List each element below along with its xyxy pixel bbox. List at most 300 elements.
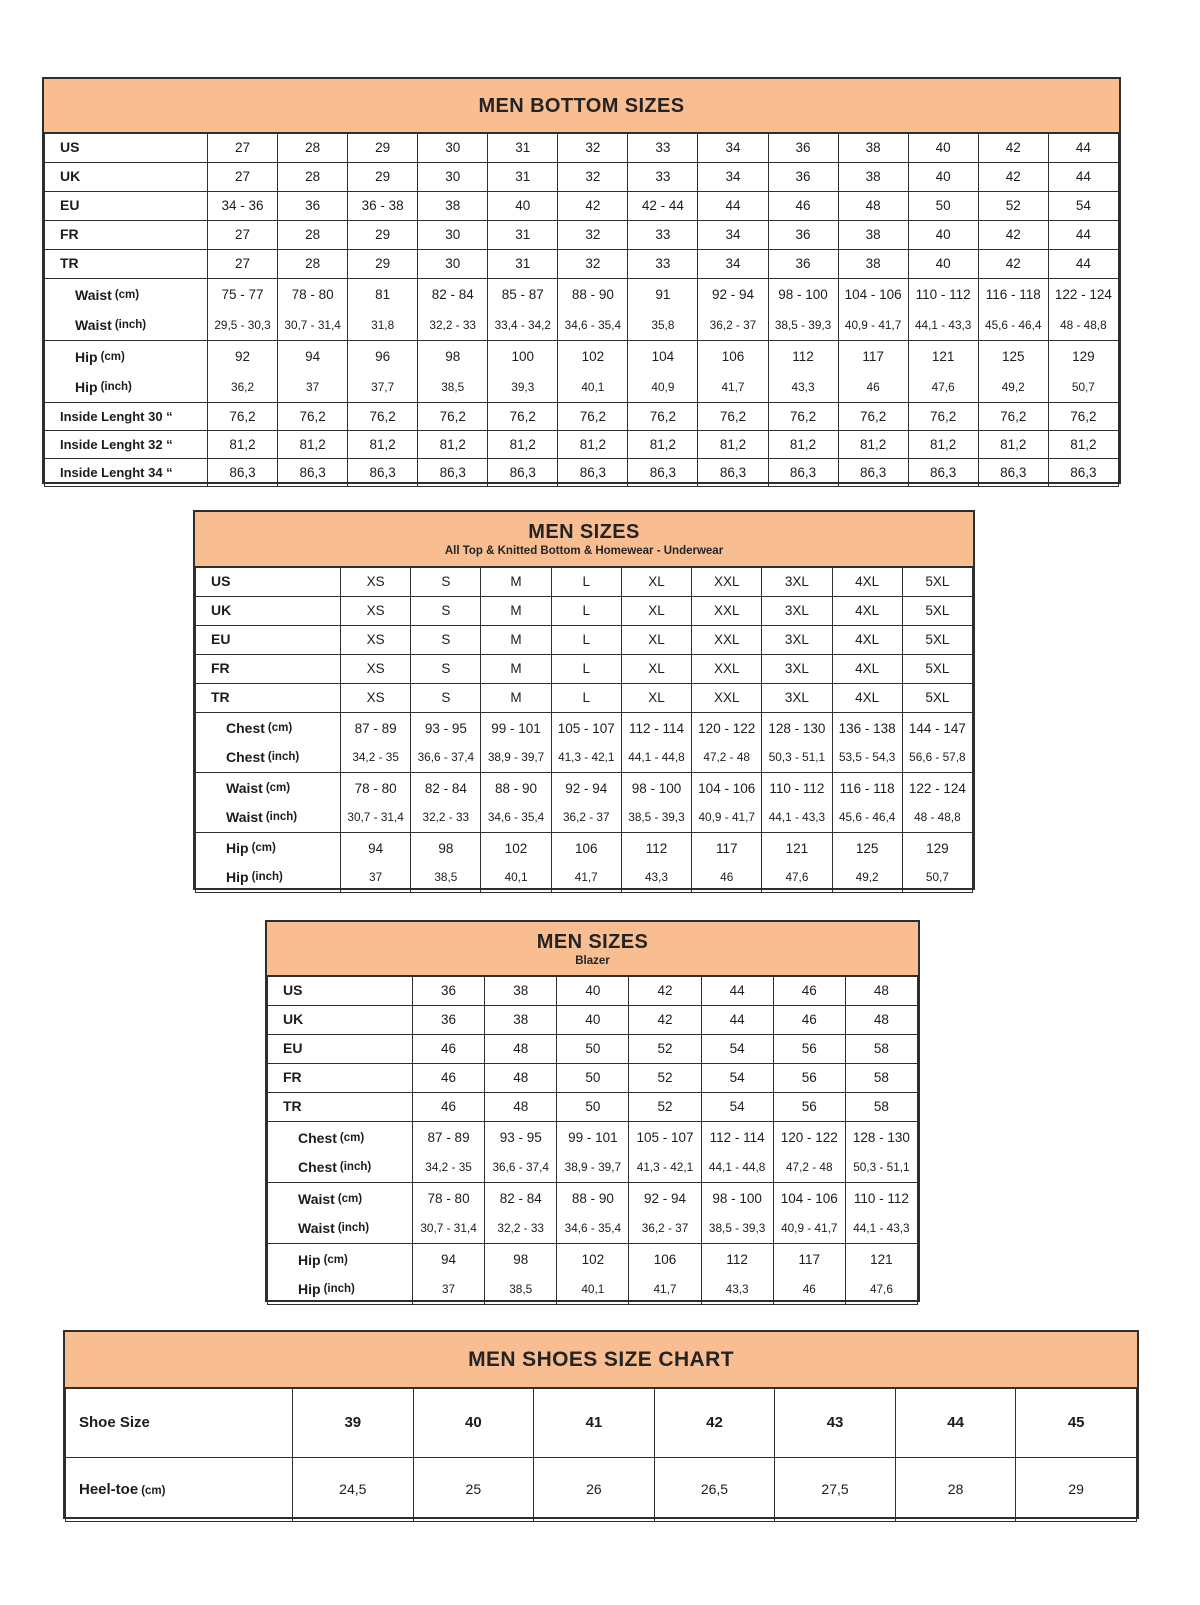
value: 76,2 xyxy=(579,408,606,424)
value-cell xyxy=(762,684,832,713)
value: 34 xyxy=(725,227,741,242)
value-cell xyxy=(481,655,551,684)
value: 56 xyxy=(801,1041,817,1056)
value-cell xyxy=(1048,279,1118,341)
table-row-waist xyxy=(268,1183,918,1244)
row-label-cell xyxy=(268,1093,413,1122)
table-row-eu xyxy=(268,1035,918,1064)
value-inch: 34,2 - 35 xyxy=(425,1159,472,1174)
value: 54 xyxy=(1075,198,1091,213)
value-cell xyxy=(278,163,348,192)
value-cell xyxy=(418,134,488,163)
value: 50 xyxy=(585,1041,601,1056)
value-cell xyxy=(208,221,278,250)
value-cell xyxy=(629,1035,701,1064)
value-cell xyxy=(845,1006,917,1035)
value: 41 xyxy=(585,1414,603,1431)
value-cell xyxy=(413,1458,534,1522)
table-row-tr xyxy=(268,1093,918,1122)
value-cell xyxy=(348,431,418,459)
table-header xyxy=(65,1332,1137,1388)
value-inch: 39,3 xyxy=(511,379,535,394)
value-cell xyxy=(773,1035,845,1064)
value-cell xyxy=(768,192,838,221)
value: 76,2 xyxy=(1000,408,1027,424)
value-cell xyxy=(534,1389,655,1458)
value-inch: 44,1 - 43,3 xyxy=(914,317,972,332)
value: 76,2 xyxy=(229,408,256,424)
value: 86,3 xyxy=(1070,464,1097,480)
value: XS xyxy=(366,690,385,705)
value-cell xyxy=(978,250,1048,279)
value-cell xyxy=(341,626,411,655)
value-inch: 44,1 - 43,3 xyxy=(853,1220,910,1235)
value: 29 xyxy=(375,256,391,271)
row-label: FR xyxy=(60,226,79,242)
value-cell xyxy=(558,250,628,279)
value: 76,2 xyxy=(930,408,957,424)
value: 44 xyxy=(729,1012,745,1027)
value-cell xyxy=(762,568,832,597)
row-label: US xyxy=(283,982,303,998)
table-row-eu xyxy=(196,626,973,655)
value: 81,2 xyxy=(789,436,817,452)
value-inch: 30,7 - 31,4 xyxy=(347,810,404,824)
value-cell xyxy=(348,403,418,431)
value-cell xyxy=(978,192,1048,221)
value-cell xyxy=(1048,341,1118,403)
value-inch: 40,1 xyxy=(581,379,605,394)
value: 44 xyxy=(1075,256,1091,271)
row-label-cell xyxy=(45,341,208,403)
row-label-cell xyxy=(268,1244,413,1305)
value-cell xyxy=(838,459,908,487)
value: 50 xyxy=(585,1070,601,1085)
value-cell xyxy=(341,833,411,893)
value-cell xyxy=(558,403,628,431)
value: 81,2 xyxy=(369,436,396,452)
value-cell xyxy=(629,1093,701,1122)
value-cell xyxy=(698,250,768,279)
value: 54 xyxy=(729,1041,745,1056)
row-label-cell xyxy=(196,568,341,597)
value: XXL xyxy=(713,661,740,676)
value-inch: 32,2 - 33 xyxy=(497,1220,544,1235)
value-cm: 116 - 118 xyxy=(985,287,1041,302)
value: 4XL xyxy=(855,574,880,589)
value: 30 xyxy=(445,140,461,155)
value: 81,2 xyxy=(229,436,256,452)
value-cell xyxy=(838,134,908,163)
value-cell xyxy=(418,279,488,341)
value: 86,3 xyxy=(439,464,466,480)
value-cell xyxy=(1048,403,1118,431)
value-inch: 36,2 xyxy=(231,379,255,394)
value: 52 xyxy=(657,1099,673,1114)
value-cell xyxy=(411,626,481,655)
value: 36 xyxy=(441,983,457,998)
value: 40 xyxy=(935,140,951,155)
value-cell xyxy=(978,431,1048,459)
value-inch: 40,9 xyxy=(651,379,675,394)
value-cell xyxy=(838,192,908,221)
row-label: Waist xyxy=(298,1190,335,1207)
value-cell xyxy=(208,403,278,431)
value-cell xyxy=(293,1458,414,1522)
value: L xyxy=(582,690,591,705)
value-cell xyxy=(558,341,628,403)
value-cm: 92 xyxy=(235,349,251,364)
value-cell xyxy=(488,279,558,341)
value-inch: 41,3 - 42,1 xyxy=(636,1159,694,1174)
value-cell xyxy=(838,403,908,431)
value: XS xyxy=(366,632,385,647)
value-inch: 47,6 xyxy=(931,379,955,394)
value-cell xyxy=(348,134,418,163)
value-inch: 41,7 xyxy=(574,870,598,884)
value-cell xyxy=(902,655,972,684)
value-cell xyxy=(1016,1458,1137,1522)
table-row-chest xyxy=(196,713,973,773)
value-cm: 82 - 84 xyxy=(424,780,467,796)
row-label-cell xyxy=(268,1035,413,1064)
value-cell xyxy=(413,1122,485,1183)
value-cell xyxy=(775,1458,896,1522)
value-cell xyxy=(348,250,418,279)
value: L xyxy=(582,661,591,676)
value: 26 xyxy=(586,1480,602,1497)
value: 86,3 xyxy=(369,464,396,480)
value: 81,2 xyxy=(579,436,606,452)
table-title: MEN SIZES xyxy=(536,930,649,953)
table-row-us xyxy=(45,134,1119,163)
value-cm: 106 xyxy=(721,349,745,364)
value-cm: 121 xyxy=(870,1252,893,1267)
value-cell xyxy=(698,459,768,487)
value-cell xyxy=(768,459,838,487)
value-cell xyxy=(902,597,972,626)
value-cm: 94 xyxy=(441,1252,457,1267)
value: 52 xyxy=(657,1041,673,1056)
value-cell xyxy=(558,163,628,192)
table-row-hip xyxy=(196,833,973,893)
row-label-cell xyxy=(268,1064,413,1093)
value-cell xyxy=(628,403,698,431)
value: 81,2 xyxy=(649,436,677,452)
row-label-unit: (inch) xyxy=(267,751,300,763)
value: 5XL xyxy=(925,574,950,589)
value: 54 xyxy=(729,1099,745,1114)
value: 48 xyxy=(873,983,889,998)
row-label-unit: (cm) xyxy=(267,722,293,734)
value-cm: 98 xyxy=(445,349,461,364)
value-cell xyxy=(654,1458,775,1522)
value: 34 xyxy=(725,140,741,155)
value: 42 - 44 xyxy=(641,198,684,213)
value-cell xyxy=(838,250,908,279)
value-cell xyxy=(418,192,488,221)
value: 3XL xyxy=(784,574,809,589)
value-cm: 121 xyxy=(785,840,809,856)
value-cell xyxy=(654,1389,775,1458)
value-cell xyxy=(908,250,978,279)
value-cm: 104 - 106 xyxy=(780,1191,838,1206)
value: 38 xyxy=(865,227,881,242)
value: 28 xyxy=(947,1480,964,1497)
value-cell xyxy=(341,713,411,773)
value-cell xyxy=(488,341,558,403)
table-row-uk xyxy=(196,597,973,626)
value-inch: 36,2 - 37 xyxy=(641,1220,689,1235)
value-inch: 44,1 - 43,3 xyxy=(768,810,826,824)
value-cm: 110 - 112 xyxy=(769,780,825,796)
value-cell xyxy=(692,568,762,597)
value-cell xyxy=(902,626,972,655)
value-cm: 94 xyxy=(305,349,321,364)
value-cell xyxy=(902,713,972,773)
value: XL xyxy=(648,690,665,705)
value-inch: 41,3 - 42,1 xyxy=(558,750,615,764)
value-cell xyxy=(768,431,838,459)
row-label: US xyxy=(211,573,231,589)
value: 5XL xyxy=(925,690,950,705)
value-cell xyxy=(481,684,551,713)
value: 36 xyxy=(305,198,321,213)
value: 42 xyxy=(657,983,673,998)
value: 38 xyxy=(513,1012,529,1027)
value-inch: 36,6 - 37,4 xyxy=(417,750,475,764)
value-cell xyxy=(692,773,762,833)
table-row-us xyxy=(196,568,973,597)
value-cell xyxy=(692,626,762,655)
value-cell xyxy=(832,713,902,773)
row-label: US xyxy=(60,139,80,155)
value-cm: 96 xyxy=(375,349,391,364)
value-cell xyxy=(701,1006,773,1035)
row-label: EU xyxy=(211,631,231,647)
value-cell xyxy=(411,713,481,773)
value: 44 xyxy=(725,198,741,213)
value-cell xyxy=(1016,1389,1137,1458)
value-cell xyxy=(1048,163,1118,192)
value-cm: 92 - 94 xyxy=(711,287,754,302)
value: 39 xyxy=(344,1414,362,1431)
row-label: Chest xyxy=(226,749,265,765)
value: 48 xyxy=(513,1070,529,1085)
value: XL xyxy=(648,574,665,589)
value-cell xyxy=(485,1006,557,1035)
value-inch: 53,5 - 54,3 xyxy=(838,750,896,764)
value-cell xyxy=(978,403,1048,431)
value-cm: 98 xyxy=(438,840,454,856)
value-cm: 112 - 114 xyxy=(709,1130,765,1145)
value: 40 xyxy=(935,256,951,271)
value-cell xyxy=(551,833,621,893)
value: M xyxy=(510,603,522,618)
value-cell xyxy=(908,431,978,459)
value-cell xyxy=(418,163,488,192)
value-cell xyxy=(628,431,698,459)
row-label-cell xyxy=(196,713,341,773)
value-cell xyxy=(762,626,832,655)
value: 24,5 xyxy=(339,1480,367,1497)
row-label: Waist xyxy=(75,286,112,303)
value-cell xyxy=(845,1064,917,1093)
value: 86,3 xyxy=(649,464,677,480)
value: 34 - 36 xyxy=(221,198,264,213)
value-cell xyxy=(895,1389,1016,1458)
value: 30 xyxy=(445,256,461,271)
table-row-hip xyxy=(45,341,1119,403)
value-cell xyxy=(551,655,621,684)
row-label-cell xyxy=(66,1389,293,1458)
value-cell xyxy=(1048,431,1118,459)
value-cm: 102 xyxy=(581,1252,605,1267)
table-row-shoe-size xyxy=(66,1389,1137,1458)
table-header xyxy=(195,512,973,567)
value: 56 xyxy=(801,1070,817,1085)
value-cm: 102 xyxy=(504,840,528,856)
value-cm: 128 - 130 xyxy=(768,720,826,736)
table-row-hip xyxy=(268,1244,918,1305)
men-sizes-tops-table xyxy=(193,510,975,890)
value-inch: 32,2 - 33 xyxy=(422,810,470,824)
value-cell xyxy=(1048,459,1118,487)
value-cell xyxy=(628,221,698,250)
value-inch: 30,7 - 31,4 xyxy=(420,1220,477,1235)
value-cell xyxy=(701,1244,773,1305)
row-label: UK xyxy=(60,168,81,184)
value-cell xyxy=(621,655,691,684)
value-cell xyxy=(413,977,485,1006)
value-cell xyxy=(413,1006,485,1035)
value-cm: 110 - 112 xyxy=(915,287,971,302)
value: 4XL xyxy=(855,690,880,705)
value: 4XL xyxy=(855,661,880,676)
value-cm: 78 - 80 xyxy=(291,287,334,302)
value-cell xyxy=(773,1122,845,1183)
value-cell xyxy=(692,833,762,893)
value-cell xyxy=(698,279,768,341)
value-cm: 88 - 90 xyxy=(571,287,614,302)
value-cell xyxy=(348,279,418,341)
value-cell xyxy=(557,1244,629,1305)
value: 46 xyxy=(801,983,817,998)
value-cell xyxy=(629,977,701,1006)
value-inch: 41,7 xyxy=(653,1281,677,1296)
value-cell xyxy=(701,1183,773,1244)
value: 3XL xyxy=(784,632,809,647)
value-cell xyxy=(902,568,972,597)
row-label-unit: (cm) xyxy=(100,350,125,363)
row-label-cell xyxy=(268,1006,413,1035)
value: 27 xyxy=(235,256,251,271)
row-label: FR xyxy=(283,1069,302,1085)
value: 29 xyxy=(375,140,391,155)
value-cell xyxy=(978,221,1048,250)
value-cell xyxy=(628,459,698,487)
value: 76,2 xyxy=(509,408,536,424)
value-cell xyxy=(838,221,908,250)
value-cell xyxy=(413,1183,485,1244)
row-label: Hip xyxy=(75,378,98,395)
value: L xyxy=(582,632,591,647)
value: 81,2 xyxy=(299,436,326,452)
value: 4XL xyxy=(855,632,880,647)
table-row-waist xyxy=(45,279,1119,341)
value-cell xyxy=(698,221,768,250)
value-cell xyxy=(978,341,1048,403)
row-label-unit: (inch) xyxy=(265,811,298,823)
value-cell xyxy=(293,1389,414,1458)
value-cm: 78 - 80 xyxy=(427,1191,470,1206)
value-cell xyxy=(838,163,908,192)
value: 38 xyxy=(445,198,461,213)
value-cell xyxy=(698,192,768,221)
value: 76,2 xyxy=(299,408,326,424)
value-cell xyxy=(621,626,691,655)
value-cell xyxy=(413,1093,485,1122)
value: 3XL xyxy=(784,690,809,705)
value-cell xyxy=(832,568,902,597)
row-label: Hip xyxy=(298,1280,321,1297)
value-cell xyxy=(341,684,411,713)
value-cell xyxy=(558,431,628,459)
value-cell xyxy=(278,221,348,250)
value-cell xyxy=(768,221,838,250)
value-cell xyxy=(698,163,768,192)
value-cell xyxy=(481,833,551,893)
value-cell xyxy=(768,163,838,192)
value: 3XL xyxy=(784,661,809,676)
value-cell xyxy=(208,431,278,459)
value-cell xyxy=(621,568,691,597)
value-cell xyxy=(902,833,972,893)
value-inch: 40,9 - 41,7 xyxy=(844,317,902,332)
value: 46 xyxy=(441,1099,457,1114)
value-cell xyxy=(413,1035,485,1064)
value-cm: 104 xyxy=(651,349,675,364)
value: 86,3 xyxy=(789,464,817,480)
value-cm: 98 - 100 xyxy=(712,1191,762,1206)
value-cm: 122 - 124 xyxy=(1054,287,1112,302)
value-cell xyxy=(208,134,278,163)
value-cell xyxy=(558,279,628,341)
value-cell xyxy=(208,250,278,279)
value-cell xyxy=(551,597,621,626)
value-cell xyxy=(838,431,908,459)
value-cm: 104 - 106 xyxy=(844,287,902,302)
value-cell xyxy=(698,341,768,403)
value-inch: 43,3 xyxy=(645,870,668,884)
value-cell xyxy=(773,977,845,1006)
value: 26,5 xyxy=(700,1480,729,1497)
row-label-unit: (inch) xyxy=(323,1282,355,1295)
value-cm: 92 - 94 xyxy=(565,780,608,796)
row-label-unit: (cm) xyxy=(251,842,276,854)
value-cell xyxy=(629,1122,701,1183)
value-cm: 117 xyxy=(798,1252,821,1267)
row-label-cell xyxy=(196,773,341,833)
value-cm: 144 - 147 xyxy=(908,720,966,736)
value: 32 xyxy=(585,256,601,271)
value-cm: 93 - 95 xyxy=(499,1130,542,1145)
value-cell xyxy=(628,279,698,341)
value-cell xyxy=(208,192,278,221)
value: 38 xyxy=(865,140,881,155)
row-label-cell xyxy=(45,250,208,279)
value-cell xyxy=(413,1244,485,1305)
